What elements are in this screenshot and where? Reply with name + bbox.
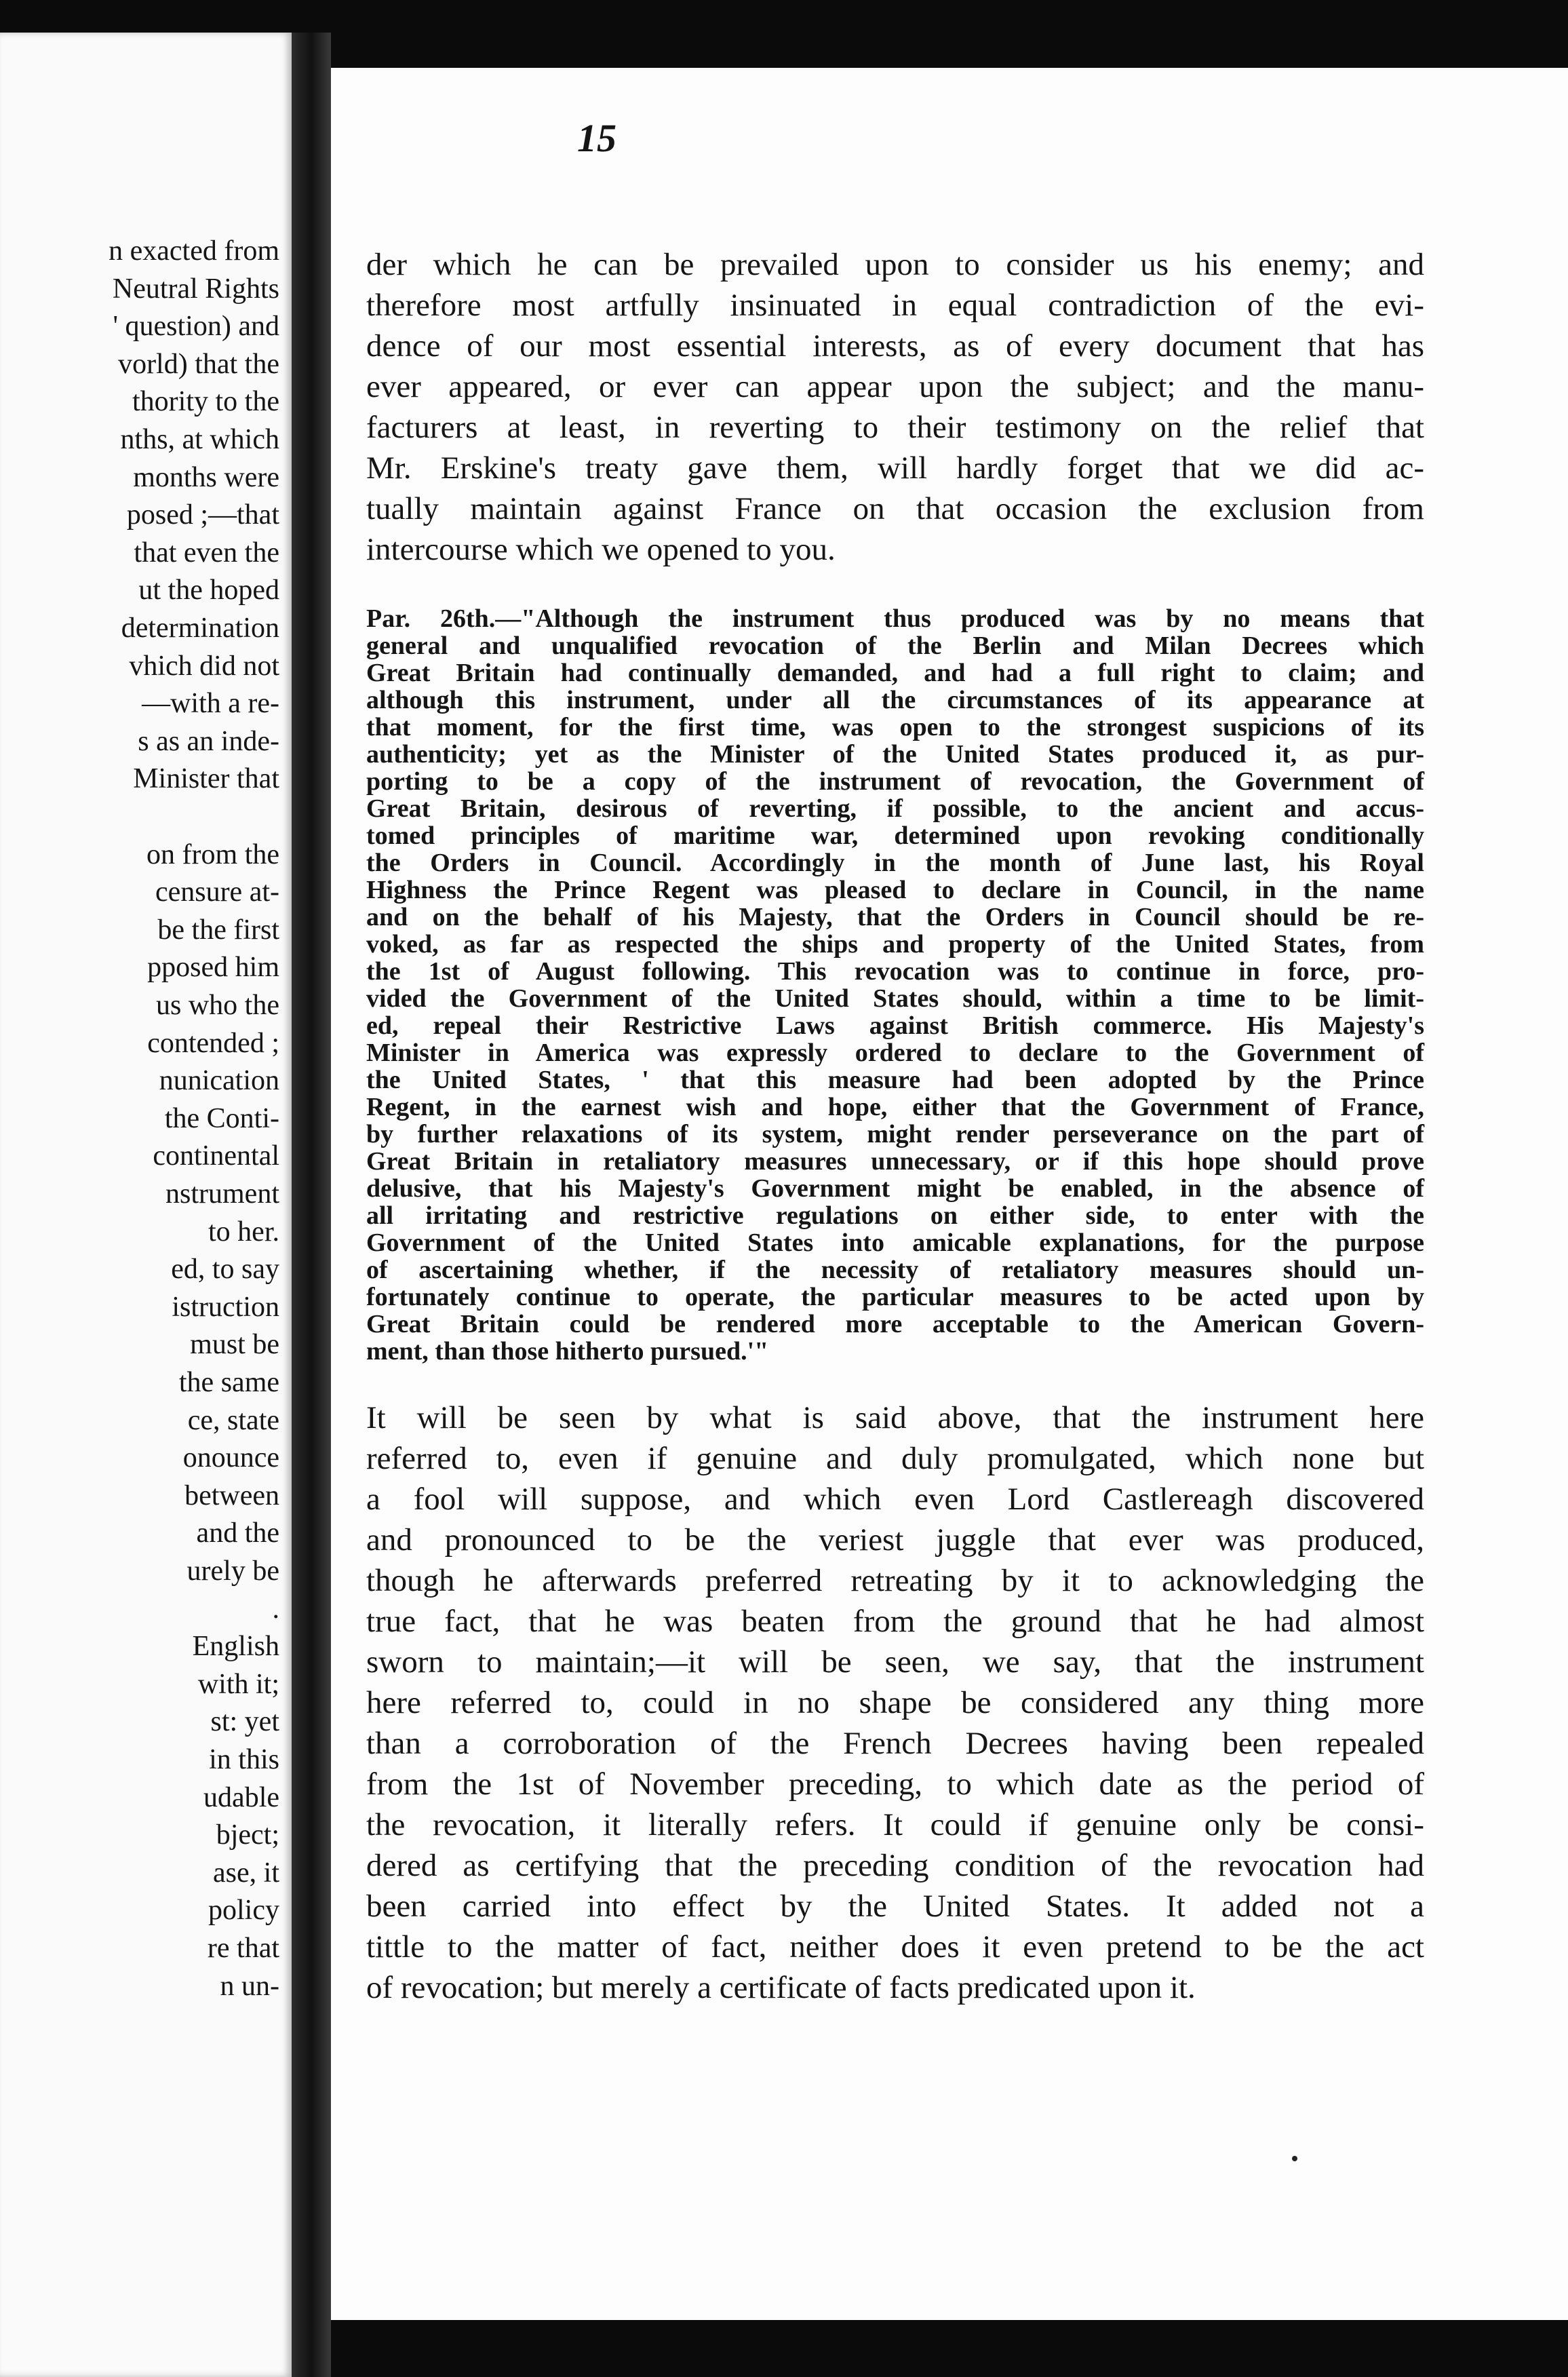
left-page-line: thority to the	[132, 386, 279, 418]
left-page-line: urely be	[187, 1555, 279, 1587]
text-line: from the 1st of November preceding, to which date as the period of	[366, 1766, 1424, 1802]
left-page-line: vhich did not	[129, 650, 279, 682]
left-page-line: ase, it	[213, 1857, 279, 1889]
text-line: the United States, ' that this measure had been adopted by the Prince	[366, 1066, 1424, 1094]
text-line: by further relaxations of its system, might render perseverance on the part of	[366, 1120, 1424, 1148]
left-page-line: ' question) and	[113, 311, 279, 343]
left-page-line: s as an inde-	[138, 725, 279, 757]
left-page-line: the same	[178, 1367, 279, 1398]
left-page-line: be the first	[157, 914, 279, 946]
text-line: of revocation; but merely a certificate of facts predicated upon it.	[366, 1970, 1196, 2005]
text-line: Great Britain could be rendered more acceptable to the American Govern-	[366, 1310, 1424, 1338]
paragraph-intro	[366, 244, 1424, 570]
left-page-line: —with a re-	[142, 688, 279, 720]
left-page-line: with it;	[197, 1668, 279, 1700]
left-page-line: nunication	[159, 1065, 279, 1097]
left-page-line: udable	[203, 1781, 279, 1813]
text-line: a fool will suppose, and which even Lord Castlereagh discovered	[366, 1482, 1424, 1517]
left-page-line: n un-	[220, 1970, 279, 2002]
text-line: and pronounced to be the veriest juggle that ever was produced,	[366, 1522, 1424, 1558]
text-line: tittle to the matter of fact, neither does it even pretend to be the act	[366, 1929, 1424, 1965]
left-page-line: n exacted from	[109, 235, 279, 267]
text-line: and on the behalf of his Majesty, that the Orders in Council should be re-	[366, 903, 1424, 931]
text-line: sworn to maintain;—it will be seen, we say, that the instrument	[366, 1644, 1424, 1680]
text-line: Par. 26th.—"Although the instrument thus produced was by no means that	[366, 604, 1424, 633]
left-page-line: in this	[209, 1744, 279, 1775]
text-line: authenticity; yet as the Minister of the United States produced it, as pur-	[366, 740, 1424, 769]
left-page-line: Neutral Rights	[112, 273, 279, 305]
left-page-line: st: yet	[210, 1706, 279, 1738]
text-line: Regent, in the earnest wish and hope, either that the Government of France,	[366, 1093, 1424, 1121]
left-page-line: ed, to say	[171, 1254, 279, 1286]
text-line: vided the Government of the United States should, within a time to be limit-	[366, 984, 1424, 1013]
text-line: the revocation, it literally refers. It could if genuine only be consi-	[366, 1807, 1424, 1842]
left-page-line: censure at-	[155, 876, 279, 908]
left-page-line: us who the	[156, 990, 279, 1021]
text-line: tomed principles of maritime war, determined upon revoking conditionally	[366, 822, 1424, 850]
left-page-line: pposed him	[147, 952, 279, 984]
left-page-line: ce, state	[187, 1404, 279, 1436]
text-line: of ascertaining whether, if the necessity of retaliatory measures should un-	[366, 1256, 1424, 1284]
left-page-line: onounce	[182, 1442, 279, 1474]
left-page-line: bject;	[216, 1819, 279, 1851]
text-line: ed, repeal their Restrictive Laws against British commerce. His Majesty's	[366, 1011, 1424, 1040]
text-line: intercourse which we opened to you.	[366, 532, 836, 567]
text-line: although this instrument, under all the circumstances of its appearance at	[366, 686, 1424, 714]
left-page-line: posed ;—that	[126, 499, 279, 531]
left-page-line: vorld) that the	[118, 348, 279, 380]
text-line: that moment, for the first time, was open to the strongest suspicions of its	[366, 713, 1424, 741]
left-page-line: months were	[133, 461, 279, 493]
text-line: Highness the Prince Regent was pleased to declare in Council, in the name	[366, 876, 1424, 904]
text-line: Great Britain, desirous of reverting, if possible, to the ancient and accus-	[366, 794, 1424, 823]
left-page-line: istruction	[172, 1291, 279, 1323]
text-line: all irritating and restrictive regulations on either side, to enter with the	[366, 1201, 1424, 1230]
text-line: here referred to, could in no shape be considered any thing more	[366, 1685, 1424, 1720]
text-line: delusive, that his Majesty's Government might be enabled, in the absence of	[366, 1174, 1424, 1203]
text-line: dence of our most essential interests, as of every document that has	[366, 328, 1424, 364]
text-line: than a corroboration of the French Decrees having been repealed	[366, 1726, 1424, 1761]
left-page-line: contended ;	[147, 1027, 279, 1059]
text-line: fortunately continue to operate, the particular measures to be acted upon by	[366, 1283, 1424, 1311]
left-page-line: .	[272, 1593, 279, 1625]
text-line: though he afterwards preferred retreating by it to acknowledging the	[366, 1563, 1424, 1598]
paragraph-quotation	[366, 605, 1424, 1365]
main-text	[366, 244, 1424, 2008]
left-page	[0, 33, 292, 2377]
text-line: general and unqualified revocation of the Berlin and Milan Decrees which	[366, 632, 1424, 660]
text-line: been carried into effect by the United States. It added not a	[366, 1889, 1424, 1924]
left-page-line: between	[184, 1480, 279, 1511]
text-line: referred to, even if genuine and duly promulgated, which none but	[366, 1441, 1424, 1476]
text-line: ment, than those hitherto pursued.'"	[366, 1337, 769, 1366]
text-line: Great Britain had continually demanded, and had a full right to claim; and	[366, 659, 1424, 687]
left-page-line: policy	[208, 1895, 279, 1927]
left-page-line: nstrument	[165, 1178, 279, 1210]
text-line: der which he can be prevailed upon to consider us his enemy; and	[366, 247, 1424, 282]
text-line: facturers at least, in reverting to their testimony on the relief that	[366, 410, 1424, 445]
left-page-line: English	[192, 1631, 279, 1663]
left-page-line: nths, at which	[120, 424, 279, 455]
page-number: 15	[577, 116, 616, 160]
paragraph-commentary	[366, 1397, 1424, 2008]
ink-mark	[1292, 2156, 1297, 2161]
left-page-line: ut the hoped	[138, 575, 279, 606]
text-line: voked, as far as respected the ships and property of the United States, from	[366, 930, 1424, 959]
book-spine	[292, 33, 331, 2377]
text-line: It will be seen by what is said above, that the instrument here	[366, 1400, 1424, 1435]
text-line: Great Britain in retaliatory measures unnecessary, or if this hope should prove	[366, 1147, 1424, 1176]
left-page-line: the Conti-	[164, 1102, 279, 1134]
text-line: the 1st of August following. This revocation was to continue in force, pro-	[366, 957, 1424, 986]
left-page-line: that even the	[134, 537, 279, 568]
text-line: porting to be a copy of the instrument of revocation, the Government of	[366, 767, 1424, 796]
text-line: therefore most artfully insinuated in equal contradiction of the evi-	[366, 288, 1424, 323]
left-page-line: on from the	[146, 838, 279, 870]
text-line: true fact, that he was beaten from the ground that he had almost	[366, 1604, 1424, 1639]
left-page-line: determination	[121, 613, 279, 644]
text-line: the Orders in Council. Accordingly in the month of June last, his Royal	[366, 849, 1424, 877]
left-page-line: continental	[153, 1140, 279, 1172]
text-line: Government of the United States into amicable explanations, for the purpose	[366, 1229, 1424, 1257]
left-page-line: must be	[190, 1329, 279, 1361]
text-line: dered as certifying that the preceding condition of the revocation had	[366, 1848, 1424, 1883]
left-page-line: and the	[196, 1518, 279, 1549]
left-page-line: to her.	[208, 1216, 279, 1248]
text-line: Mr. Erskine's treaty gave them, will hardly forget that we did ac-	[366, 450, 1424, 486]
text-line: ever appeared, or ever can appear upon the subject; and the manu-	[366, 369, 1424, 404]
left-page-line: Minister that	[133, 763, 279, 795]
text-line: tually maintain against France on that occasion the exclusion from	[366, 491, 1424, 526]
left-page-line: re that	[207, 1933, 279, 1964]
text-line: Minister in America was expressly ordered to declare to the Government of	[366, 1039, 1424, 1067]
